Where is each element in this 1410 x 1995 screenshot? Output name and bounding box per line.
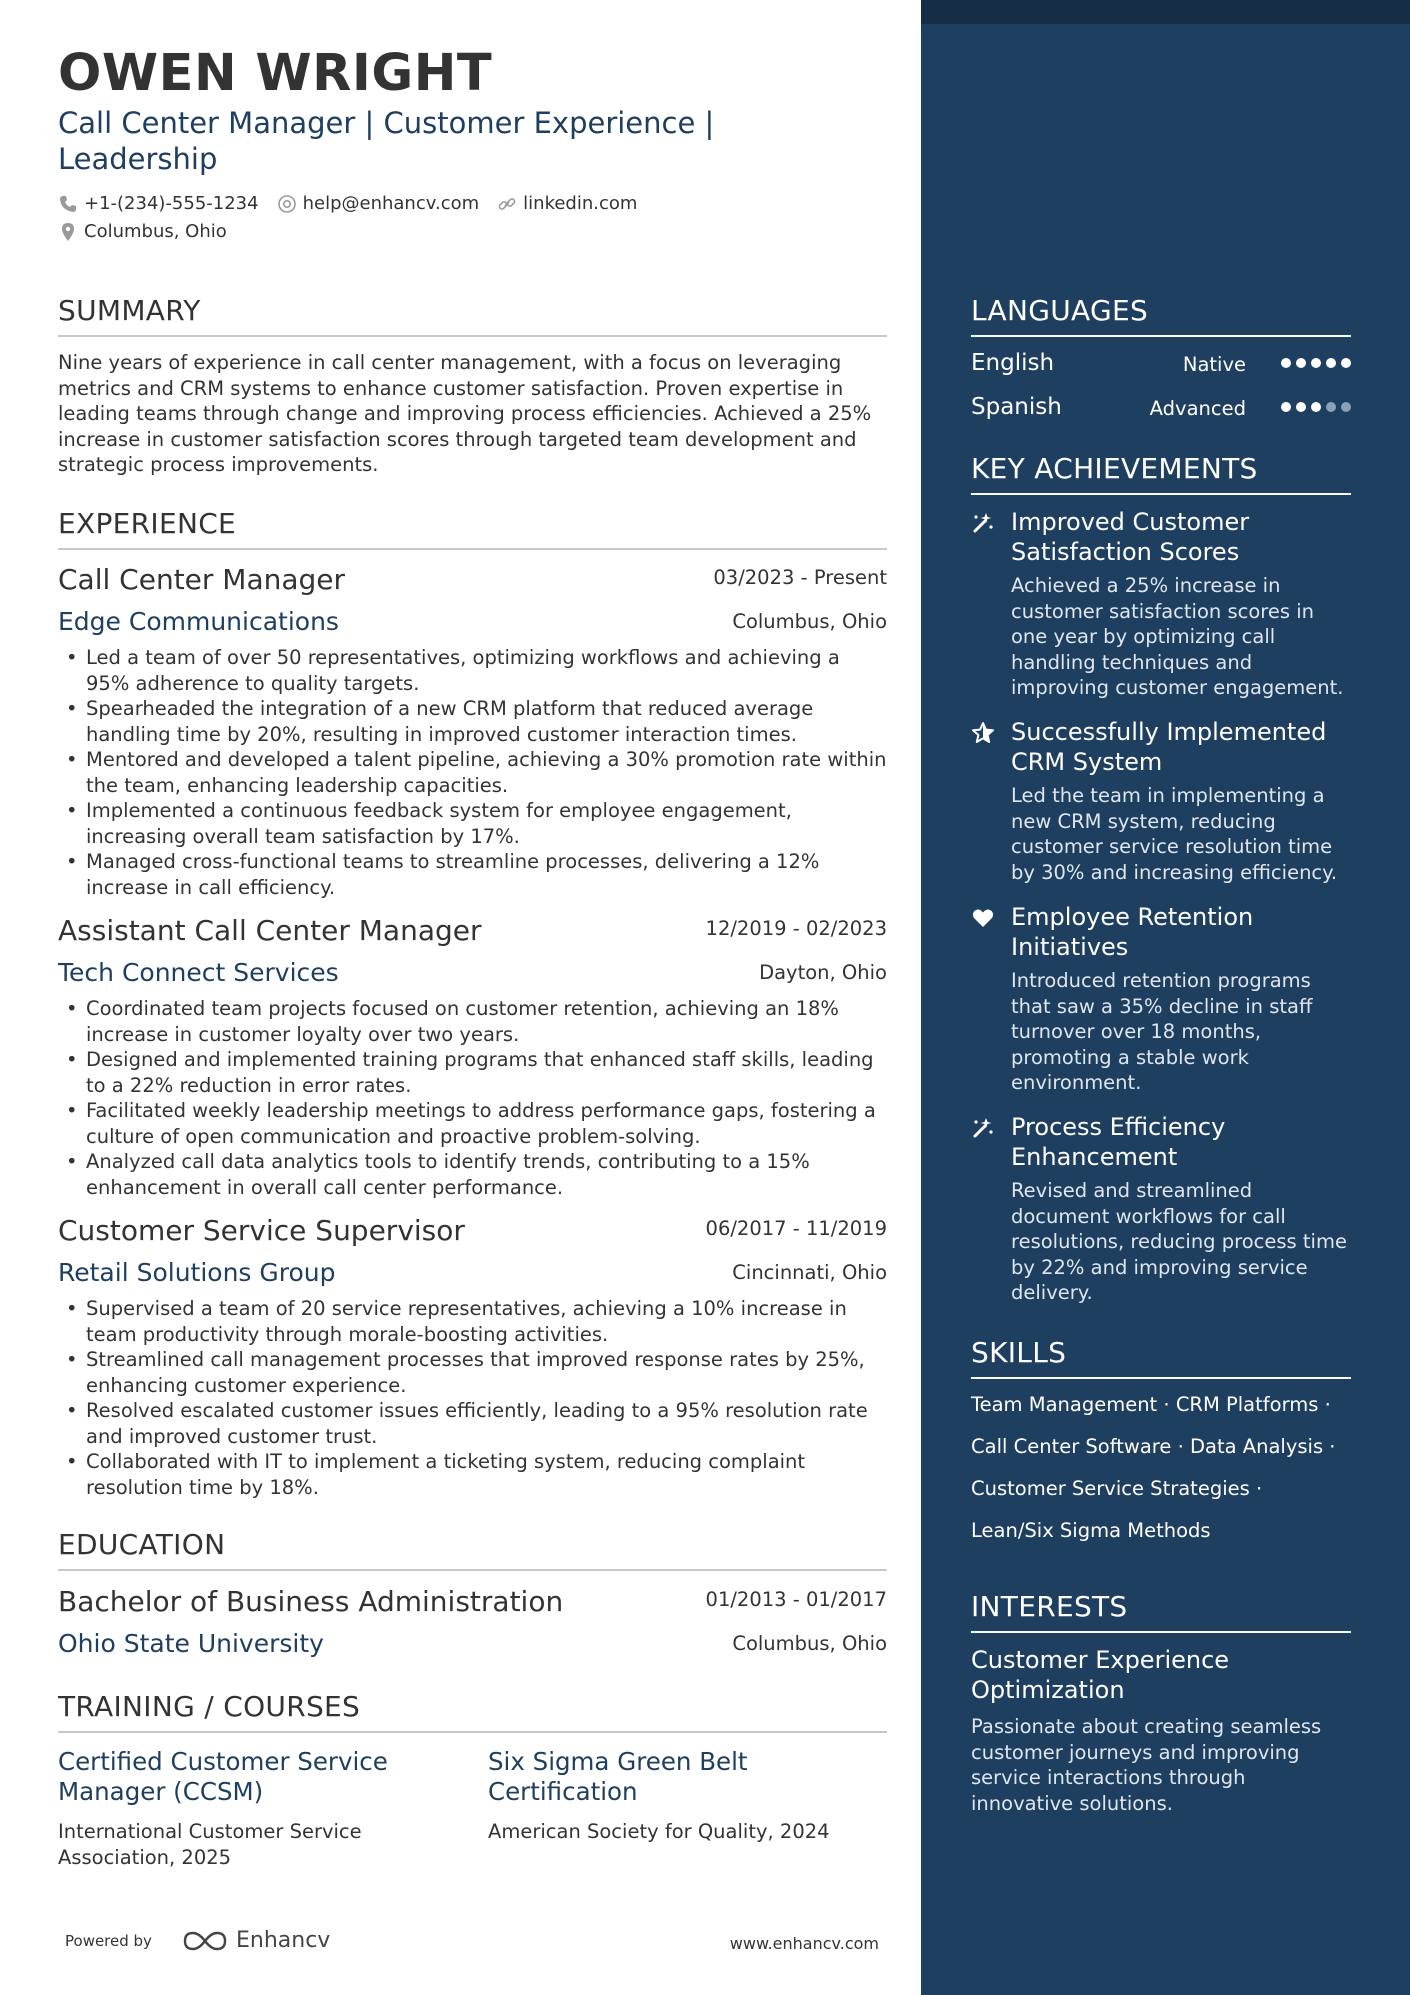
contact-phone (58, 193, 259, 214)
rating-dot-empty (1341, 402, 1351, 412)
job-title: Call Center Manager (58, 563, 346, 596)
rating-dot-filled (1296, 358, 1306, 368)
rating-dot-filled (1281, 358, 1291, 368)
contact-email[interactable] (277, 193, 480, 214)
powered-by-text: Powered by (65, 1932, 152, 1950)
skill-tag: Customer Service Strategies (971, 1477, 1250, 1500)
job-title: Assistant Call Center Manager (58, 914, 482, 947)
job-location: Dayton, Ohio (759, 961, 887, 984)
job-dates: 03/2023 - Present (713, 566, 887, 589)
contact-row-2 (58, 221, 245, 242)
course-item (58, 1747, 458, 1870)
job-dates: 12/2019 - 02/2023 (705, 917, 887, 940)
magic-wand-icon (971, 511, 995, 535)
skills-line: Call Center Software · Data Analysis · (971, 1435, 1336, 1458)
skills-line (971, 1519, 1211, 1542)
job-bullets (58, 996, 887, 1200)
rating-dot-filled (1281, 402, 1291, 412)
bullet: • Coordinated team projects focused on customer retention, achieving an 18% increase in customer loyalty over two years. (58, 996, 887, 1047)
bullet: • Designed and implemented training programs that enhanced staff skills, leading to a 22% reduction in error rates. (58, 1047, 887, 1098)
skills-line: Team Management · CRM Platforms · (971, 1393, 1331, 1416)
achievement-item (971, 717, 1351, 885)
bullet: • Spearheaded the integration of a new CRM platform that reduced average handling time by 20%, resulting in improved customer interaction times. (58, 696, 887, 747)
bullet: • Facilitated weekly leadership meetings to address performance gaps, fostering a culture of open communication and proactive problem-solving. (58, 1098, 887, 1149)
bullet: • Supervised a team of 20 service representatives, achieving a 10% increase in team productivity through morale-boosting activities. (58, 1296, 887, 1347)
education-dates: 01/2013 - 01/2017 (705, 1588, 887, 1611)
education-title: EDUCATION (58, 1528, 887, 1571)
achievement-title: Successfully Implemented CRM System (1011, 718, 1327, 776)
contact-row (58, 193, 655, 214)
interest-title: Customer Experience Optimization (971, 1646, 1230, 1704)
sidebar-top-bar (921, 0, 1410, 24)
achievement-desc: Achieved a 25% increase in customer satisfaction scores in one year by optimizing call handling techniques and improving customer engagement. (1011, 574, 1344, 699)
bullet: • Mentored and developed a talent pipeline, achieving a 30% promotion rate within the team, enhancing leadership capacities. (58, 747, 887, 798)
skills-line: Customer Service Strategies · (971, 1477, 1263, 1500)
summary-text: Nine years of experience in call center management, with a focus on leveraging metrics and CRM systems to enhance customer satisfaction. Proven expertise in leading teams through change and improving process efficiencies. Achieved a 25% increase in customer satisfaction scores through targeted team development and strategic process improvements. (58, 351, 872, 477)
skills-title: SKILLS (971, 1336, 1351, 1379)
bullet: • Analyzed call data analytics tools to identify trends, contributing to a 15% enhancement in overall call center performance. (58, 1149, 887, 1200)
achievement-desc: Revised and streamlined document workflows for call resolutions, reducing process time by 22% and improving service delivery. (1011, 1179, 1347, 1304)
headline: Call Center Manager | Customer Experience | Leadership (58, 106, 715, 176)
bullet: • Streamlined call management processes that improved response rates by 25%, enhancing customer experience. (58, 1347, 887, 1398)
enhancv-brand-text: Enhancv (236, 1928, 331, 1953)
achievement-item (971, 1112, 1351, 1306)
rating-dot-filled (1311, 402, 1321, 412)
candidate-name: OWEN WRIGHT (58, 44, 493, 103)
summary-title: SUMMARY (58, 294, 887, 337)
language-name: Spanish (971, 394, 1062, 420)
achievement-title: Process Efficiency Enhancement (1011, 1113, 1226, 1171)
bullet: • Managed cross-functional teams to streamline processes, delivering a 12% increase in call efficiency. (58, 849, 887, 900)
skill-tag: CRM Platforms (1175, 1393, 1319, 1416)
course-desc: International Customer Service Association, 2025 (58, 1820, 362, 1869)
job-dates: 06/2017 - 11/2019 (705, 1217, 887, 1240)
achievement-desc: Led the team in implementing a new CRM system, reducing customer service resolution time by 30% and increasing efficiency. (1011, 784, 1338, 884)
rating-dot-filled (1341, 358, 1351, 368)
job-location: Cincinnati, Ohio (732, 1261, 887, 1284)
course-desc: American Society for Quality, 2024 (488, 1820, 830, 1843)
link-icon (497, 194, 517, 214)
enhancv-logo[interactable] (182, 1928, 330, 1953)
experience-title: EXPERIENCE (58, 507, 887, 550)
location-text: Columbus, Ohio (84, 221, 227, 242)
job-location: Columbus, Ohio (732, 610, 887, 633)
training-title: TRAINING / COURSES (58, 1690, 887, 1733)
job-title: Customer Service Supervisor (58, 1214, 465, 1247)
achievement-item (971, 507, 1351, 701)
achievement-title: Employee Retention Initiatives (1011, 903, 1254, 961)
language-level: Native (1182, 353, 1246, 376)
interest-desc: Passionate about creating seamless customer journeys and improving service interactions through innovative solutions. (971, 1715, 1322, 1815)
skill-tag: Call Center Software (971, 1435, 1172, 1458)
course-title: Six Sigma Green Belt Certification (488, 1747, 748, 1806)
phone-icon (58, 194, 78, 214)
rating-dot-filled (1296, 402, 1306, 412)
job-bullets (58, 1296, 887, 1500)
language-row (971, 394, 1351, 424)
rating-dot-filled (1311, 358, 1321, 368)
course-title: Certified Customer Service Manager (CCSM) (58, 1747, 388, 1806)
course-item (488, 1747, 888, 1845)
contact-location (58, 221, 227, 242)
enhancv-logo-icon (182, 1930, 228, 1952)
bullet: • Led a team of over 50 representatives, optimizing workflows and achieving a 95% adherence to quality targets. (58, 645, 887, 696)
heart-icon (971, 906, 995, 930)
footer-url[interactable]: www.enhancv.com (729, 1934, 879, 1953)
language-row (971, 350, 1351, 380)
job-company: Edge Communications (58, 607, 339, 636)
star-icon (971, 721, 995, 745)
phone-text: +1-(234)-555-1234 (84, 193, 259, 214)
contact-linkedin[interactable] (497, 193, 637, 214)
email-link[interactable]: help@enhancv.com (302, 193, 480, 214)
sidebar (921, 0, 1410, 1995)
linkedin-link[interactable]: linkedin.com (523, 193, 638, 214)
achievements-title: KEY ACHIEVEMENTS (971, 452, 1351, 495)
languages-title: LANGUAGES (971, 294, 1351, 337)
language-rating (1276, 358, 1351, 368)
language-rating (1276, 402, 1351, 412)
magic-wand-icon (971, 1116, 995, 1140)
job-company: Retail Solutions Group (58, 1258, 336, 1287)
school: Ohio State University (58, 1629, 324, 1658)
rating-dot-empty (1326, 402, 1336, 412)
at-icon (277, 194, 297, 214)
interests-title: INTERESTS (971, 1590, 1351, 1633)
degree: Bachelor of Business Administration (58, 1585, 564, 1618)
bullet: • Collaborated with IT to implement a ticketing system, reducing complaint resolution time by 18%. (58, 1449, 887, 1500)
achievement-title: Improved Customer Satisfaction Scores (1011, 508, 1250, 566)
job-company: Tech Connect Services (58, 958, 339, 987)
bullet: • Resolved escalated customer issues efficiently, leading to a 95% resolution rate and improved customer trust. (58, 1398, 887, 1449)
location-pin-icon (58, 222, 78, 242)
language-name: English (971, 350, 1055, 376)
skill-tag: Data Analysis (1190, 1435, 1324, 1458)
achievement-item (971, 902, 1351, 1096)
achievement-desc: Introduced retention programs that saw a 35% decline in staff turnover over 18 months, promoting a stable work environment. (1011, 969, 1313, 1094)
bullet: • Implemented a continuous feedback system for employee engagement, increasing overall team satisfaction by 17%. (58, 798, 887, 849)
skill-tag: Team Management (971, 1393, 1158, 1416)
language-level: Advanced (1149, 397, 1246, 420)
education-location: Columbus, Ohio (732, 1632, 887, 1655)
skill-tag: Lean/Six Sigma Methods (971, 1519, 1211, 1542)
job-bullets (58, 645, 887, 900)
rating-dot-filled (1326, 358, 1336, 368)
